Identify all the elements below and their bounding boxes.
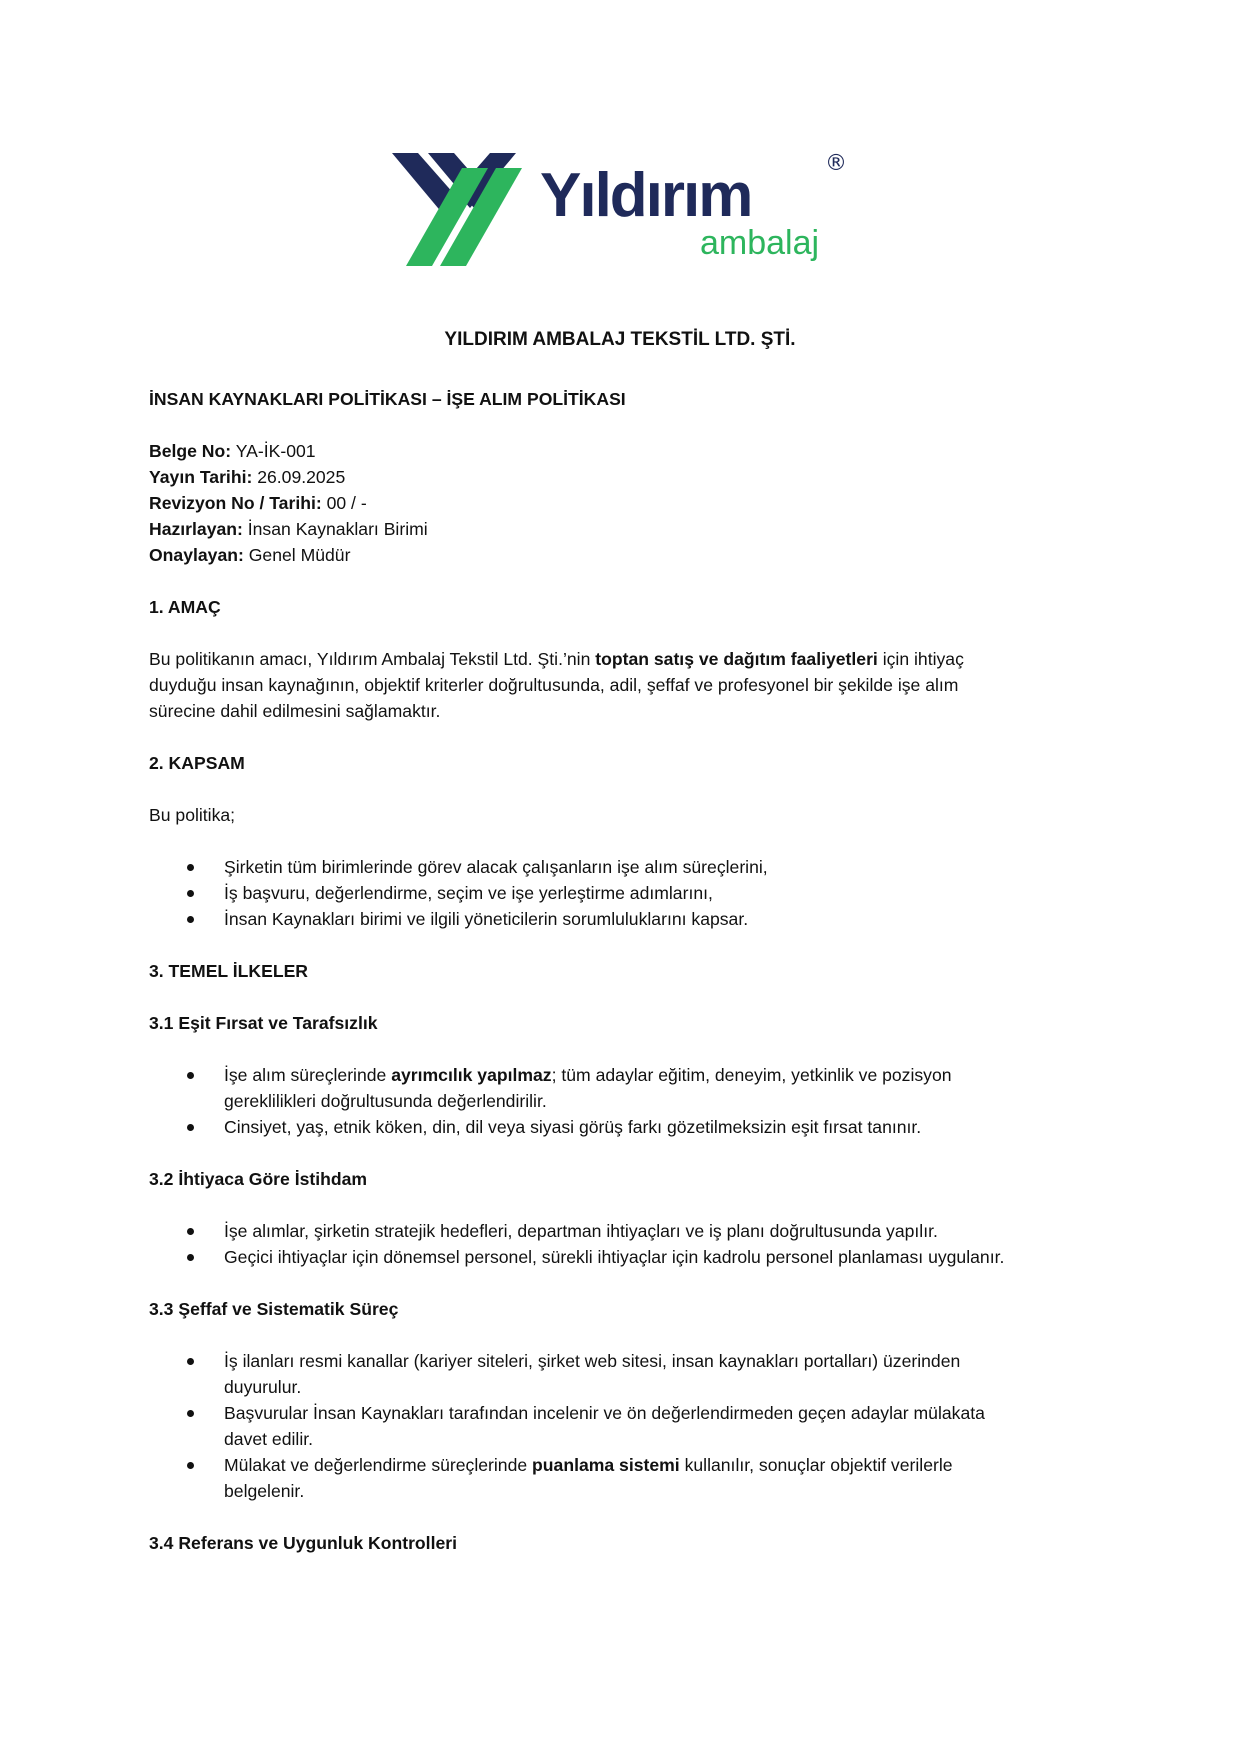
company-name: YILDIRIM AMBALAJ TEKSTİL LTD. ŞTİ. <box>444 329 796 350</box>
text-span: Bu politikanın amacı, Yıldırım Ambalaj Tekstil Ltd. Şti.’nin <box>149 649 596 669</box>
bold-text: toptan satış ve dağıtım faaliyetleri <box>595 649 878 669</box>
list-item <box>149 1348 1099 1400</box>
bullet-icon <box>187 1462 194 1469</box>
bullet-icon <box>187 864 194 871</box>
text-span: İş ilanları resmi kanallar (kariyer siteleri, şirket web sitesi, insan kaynakları portalları) üzerinden <box>224 1351 961 1371</box>
meta-value: İnsan Kaynakları Birimi <box>242 519 428 539</box>
text-span: duyurulur. <box>224 1377 302 1397</box>
meta-prepared-by <box>149 516 1099 542</box>
meta-label: Belge No: <box>149 441 232 461</box>
section-1-heading: 1. AMAÇ <box>149 597 221 617</box>
list-item <box>149 1452 1099 1504</box>
text-span: gereklilikleri doğrultusunda değerlendirilir. <box>224 1091 547 1111</box>
document-meta <box>149 438 1099 568</box>
meta-approved-by <box>149 542 1099 568</box>
company-logo <box>392 148 852 273</box>
meta-publish-date <box>149 464 1099 490</box>
document-body <box>149 386 1099 1556</box>
text-span: Başvurular İnsan Kaynakları tarafından incelenir ve ön değerlendirmeden geçen adaylar mülakata <box>224 1403 985 1423</box>
text-span: Mülakat ve değerlendirme süreçlerinde <box>224 1455 533 1475</box>
bullet-icon <box>187 1358 194 1365</box>
logo-subword: ambalaj <box>700 224 820 262</box>
text-span: İşe alım süreçlerinde <box>224 1065 392 1085</box>
bullet-icon <box>187 1124 194 1131</box>
list-item-text: İnsan Kaynakları birimi ve ilgili yöneticilerin sorumluluklarını kapsar. <box>224 909 749 929</box>
employment-list <box>149 1218 1099 1270</box>
registered-mark: ® <box>825 151 847 176</box>
meta-value: 26.09.2025 <box>252 467 346 487</box>
list-item <box>149 1244 1099 1270</box>
section-3-4-heading: 3.4 Referans ve Uygunluk Kontrolleri <box>149 1533 457 1553</box>
list-item <box>149 1218 1099 1244</box>
bullet-icon <box>187 1254 194 1261</box>
section-2-intro: Bu politika; <box>149 805 236 825</box>
text-span: davet edilir. <box>224 1429 313 1449</box>
list-item <box>149 1400 1099 1452</box>
bullet-icon <box>187 1228 194 1235</box>
process-list <box>149 1348 1099 1504</box>
list-item <box>149 854 1099 880</box>
text-span: kullanılır, sonuçlar objektif verilerle <box>679 1455 953 1475</box>
bold-text: ayrımcılık yapılmaz <box>391 1065 552 1085</box>
list-item <box>149 1062 1099 1114</box>
meta-value: 00 / - <box>321 493 367 513</box>
section-3-2-heading: 3.2 İhtiyaca Göre İstihdam <box>149 1169 368 1189</box>
section-3-1-heading: 3.1 Eşit Fırsat ve Tarafsızlık <box>149 1013 378 1033</box>
meta-value: Genel Müdür <box>243 545 351 565</box>
section-3-heading: 3. TEMEL İLKELER <box>149 961 309 981</box>
policy-title: İNSAN KAYNAKLARI POLİTİKASI – İŞE ALIM POLİTİKASI <box>149 389 626 409</box>
meta-label: Onaylayan: <box>149 545 244 565</box>
section-2-heading: 2. KAPSAM <box>149 753 245 773</box>
list-item <box>149 1114 1099 1140</box>
meta-revision <box>149 490 1099 516</box>
equal-opportunity-list <box>149 1062 1099 1140</box>
text-span: ; tüm adaylar eğitim, deneyim, yetkinlik ve pozisyon <box>551 1065 952 1085</box>
bullet-icon <box>187 916 194 923</box>
bullet-icon <box>187 1072 194 1079</box>
list-item-text: Cinsiyet, yaş, etnik köken, din, dil veya siyasi görüş farkı gözetilmeksizin eşit fırsat tanınır. <box>224 1117 922 1137</box>
meta-doc-no <box>149 438 1099 464</box>
bullet-icon <box>187 890 194 897</box>
bullet-icon <box>187 1410 194 1417</box>
meta-value: YA-İK-001 <box>231 441 316 461</box>
section-1-paragraph-line <box>149 646 1099 672</box>
section-1-paragraph-line: duyduğu insan kaynağının, objektif kriterler doğrultusunda, adil, şeffaf ve profesyonel bir şekilde işe alım <box>149 675 959 695</box>
section-3-3-heading: 3.3 Şeffaf ve Sistematik Süreç <box>149 1299 399 1319</box>
list-item-text: Şirketin tüm birimlerinde görev alacak çalışanların işe alım süreçlerini, <box>224 857 768 877</box>
list-item-text: İşe alımlar, şirketin stratejik hedefleri, departman ihtiyaçları ve iş planı doğrultusunda yapılır. <box>224 1221 938 1241</box>
scope-list <box>149 854 1099 932</box>
bold-text: puanlama sistemi <box>532 1455 680 1475</box>
logo-wordmark: Yıldırım <box>540 161 752 230</box>
text-span: belgelenir. <box>224 1481 305 1501</box>
meta-label: Yayın Tarihi: <box>149 467 253 487</box>
text-span: için ihtiyaç <box>877 649 964 669</box>
list-item-text: Geçici ihtiyaçlar için dönemsel personel, sürekli ihtiyaçlar için kadrolu personel planlaması uygulanır. <box>224 1247 1005 1267</box>
yildirim-logo-graphic <box>392 148 852 273</box>
meta-label: Revizyon No / Tarihi: <box>149 493 322 513</box>
section-1-paragraph-line: sürecine dahil edilmesini sağlamaktır. <box>149 701 441 721</box>
meta-label: Hazırlayan: <box>149 519 243 539</box>
list-item-text: İş başvuru, değerlendirme, seçim ve işe yerleştirme adımlarını, <box>224 883 713 903</box>
list-item <box>149 906 1099 932</box>
list-item <box>149 880 1099 906</box>
